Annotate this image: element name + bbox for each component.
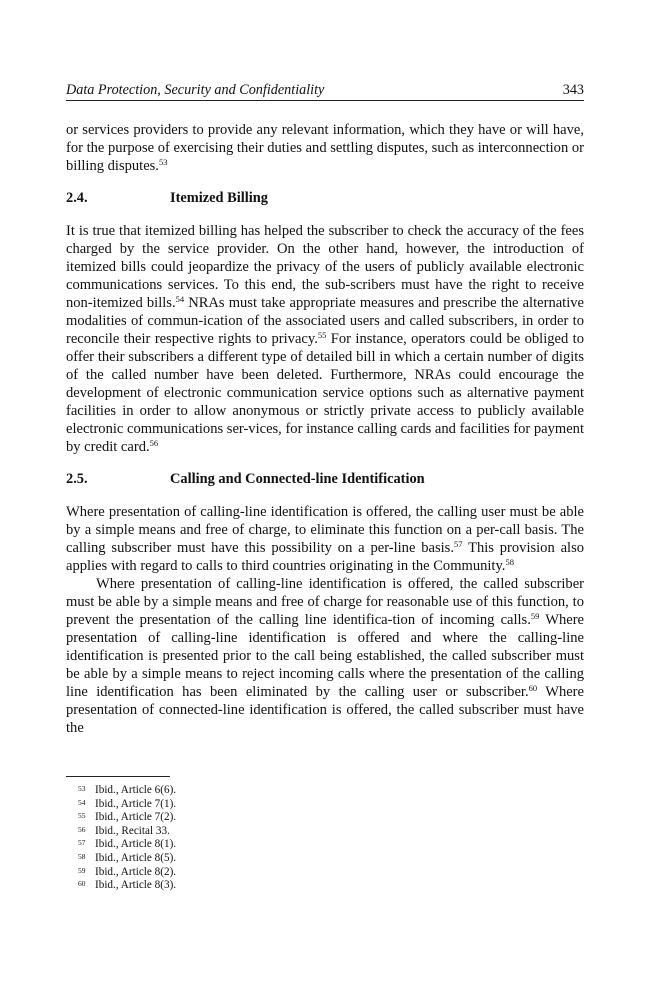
main-text [66,121,584,737]
paragraph-text: This provision also applies with regard to calls to third countries originating in the Community. [66,540,585,574]
section-title: Itemized Billing [170,190,268,206]
page-body [66,82,584,737]
footnote-text: Ibid., Article 8(3). [95,879,177,892]
footnote-text: Ibid., Article 8(1). [95,838,177,851]
paragraph-itemized-billing [66,222,584,456]
paragraph-text: It is true that itemized billing has helped the subscriber to check the accuracy of the fees charged by the service provider. On the other hand, however, the introduction of itemized bills could jeopardize the privacy of the users of publicly available electronic communications services. To this end, the sub-scribers must have the right to receive non-itemized bills. [66,223,584,311]
paragraph-text: Where presentation of calling-line identification is offered, the called subscriber must be able by a simple means and free of charge for reasonable use of this function, to prevent the presentation of the calling line identifica-tion of incoming calls. [66,576,584,628]
footnote-mark: 54 [78,797,86,807]
footnote-text: Ibid., Recital 33. [95,824,170,837]
footnote-text: Ibid., Article 6(6). [95,784,177,796]
running-header [66,82,584,101]
footnote-ref: 58 [505,557,514,567]
footnotes [78,784,176,893]
footnote-text: Ibid., Article 8(5). [95,851,177,864]
footnote-ref: 53 [158,157,168,167]
footnote-mark: 60 [78,879,86,889]
section-title: Calling and Connected-line Identification [170,471,425,487]
footnote-ref: 59 [530,611,540,621]
footnote-mark: 59 [78,865,86,875]
footnote-text: Ibid., Article 8(2). [95,865,177,878]
section-heading-2-5 [66,470,584,488]
paragraph-text: For instance, operators could be obliged to offer their subscribers a different type of detailed bill in which a certain number of digits of the called number have been deleted. Furthermore, NRAs could encourage the development of electronic communication service options such as alternative payment facilities in order to allow anonymous or strictly private access to publicly available electronic communications ser-vices, for instance calling cards and facilities for payment by credit card. [66,331,584,455]
footnote-text: Ibid., Article 7(2). [95,811,177,824]
paragraph-calling-line-a [66,503,584,575]
footnote-mark: 53 [78,784,86,793]
footnote-ref: 57 [454,539,463,549]
footnote-mark: 55 [78,811,86,821]
section-number: 2.5. [66,471,88,487]
paragraph-calling-line-b [66,575,584,737]
footnote [78,879,176,893]
footnote-ref: 55 [317,330,327,340]
running-title: Data Protection, Security and Confidentiality [66,82,325,98]
paragraph-text: Where presentation of calling-line identification is offered, the calling user must be able by a simple means and free of charge, to eliminate this function on a per-call basis. The calling subscriber must have this possibility on a per-line basis. [66,504,584,556]
footnote-ref: 60 [528,683,538,693]
footnote-mark: 58 [78,851,86,861]
footnote-text: Ibid., Article 7(1). [95,797,177,810]
section-heading-2-4 [66,189,584,207]
section-number: 2.4. [66,190,88,206]
footnote-mark: 57 [78,838,86,848]
footnote-mark: 56 [78,824,86,834]
footnote-divider [66,776,170,777]
page-number: 343 [562,82,584,98]
paragraph-intro [66,121,584,175]
paragraph-text: Where presentation of connected-line identification is offered, the called subscriber must have the [66,684,584,736]
footnote-ref: 56 [149,438,159,448]
footnote-ref: 54 [175,294,185,304]
paragraph-text: NRAs must take appropriate measures and prescribe the alternative modalities of commun-ication of the associated users and called subscribers, in order to reconcile their respective rights to privacy. [66,295,584,347]
paragraph-text: Where presentation of calling-line identification is offered and where the calling-line identification is presented prior to the call being established, the called subscriber must be able by a simple means to reject incoming calls where the presentation of the calling line identification has been eliminated by the calling user or subscriber. [66,612,584,700]
paragraph-text: or services providers to provide any relevant information, which they have or will have, for the purpose of exercising their duties and settling disputes, such as interconnection or billing disputes. [66,122,584,174]
